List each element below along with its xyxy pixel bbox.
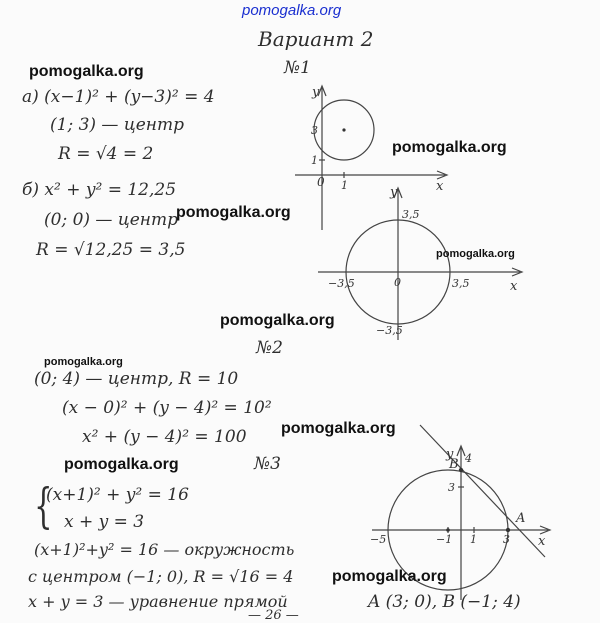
problem3-line3: x + y = 3 — уравнение прямой [28,592,288,611]
graph3-xm1-label: −1 [436,533,453,546]
graph3-point-a [506,528,510,532]
problem1-b-radius: R = √12,25 = 3,5 [36,240,186,260]
graph2-left-label: −3,5 [328,277,355,290]
graph1-origin-label: 0 [317,175,325,189]
graph3-y4-label: 4 [465,452,472,465]
problem1-b-equation: б) x² + y² = 12,25 [22,180,177,200]
graph2-bottom-label: −3,5 [376,324,403,337]
problem1-b-center: (0; 0) — центр [44,210,178,230]
graph1-tick-x-label: 1 [341,179,348,192]
watermark: pomogalka.org [332,568,447,585]
graph3-center-dot [446,528,450,532]
graph2-right-label: 3,5 [452,277,470,290]
problem1-a-center: (1; 3) — центр [50,115,184,135]
problem3-line2: с центром (−1; 0), R = √16 = 4 [28,567,294,586]
watermark: pomogalka.org [29,63,144,80]
watermark: pomogalka.org [436,248,515,260]
graph1-axis-y-label: y [312,85,320,100]
watermark: pomogalka.org [64,456,179,473]
problem3-system-eq2: x + y = 3 [64,512,145,532]
graph2-origin-label: 0 [394,276,401,289]
graph2-axis-x-label: x [510,279,518,294]
graph2-top-label: 3,5 [402,208,420,221]
problem2-line2: (x − 0)² + (y − 4)² = 10² [62,398,272,418]
problem1-number: №1 [284,58,311,78]
graph3-point-b [459,468,463,472]
graph3-label-a: A [516,511,526,526]
problem2-line3: x² + (y − 4)² = 100 [82,427,247,447]
problem3-line1: (x+1)²+y² = 16 — окружность [34,540,295,559]
graph3-answer: A (3; 0), B (−1; 4) [368,592,521,612]
graph3-axis-y-label: y [446,447,454,462]
graph3-label-b: B [449,457,459,472]
page-number: — 26 — [248,608,299,623]
graph3-x3-label: 3 [503,533,510,546]
graph1-center-y-label: 3 [311,124,318,137]
problem2-line1: (0; 4) — центр, R = 10 [34,369,239,389]
watermark: pomogalka.org [281,420,396,437]
top-watermark: pomogalka.org [242,2,342,19]
graph2-axis-y-label: y [390,185,398,200]
variant-heading: Вариант 2 [258,27,374,51]
graph2 [318,188,522,340]
problem1-a-equation: а) (x−1)² + (y−3)² = 4 [22,87,215,107]
graph3-axis-x-label: x [538,534,546,549]
system-brace: { [34,478,53,534]
watermark: pomogalka.org [176,204,291,221]
graph3-xleft-label: −5 [370,533,387,546]
problem3-system-eq1: (x+1)² + y² = 16 [46,485,189,505]
graph3-x1-label: 1 [470,533,477,546]
watermark: pomogalka.org [220,312,335,329]
problem2-number: №2 [256,338,283,358]
problem1-a-radius: R = √4 = 2 [58,144,154,164]
watermark: pomogalka.org [392,139,507,156]
graph3-y3-label: 3 [448,481,455,494]
problem3-number: №3 [254,454,281,474]
watermark: pomogalka.org [44,356,123,368]
graph1-axis-x-label: x [436,179,444,194]
graph1-center-dot [342,128,345,131]
graph1-tick-y-label: 1 [311,154,318,167]
